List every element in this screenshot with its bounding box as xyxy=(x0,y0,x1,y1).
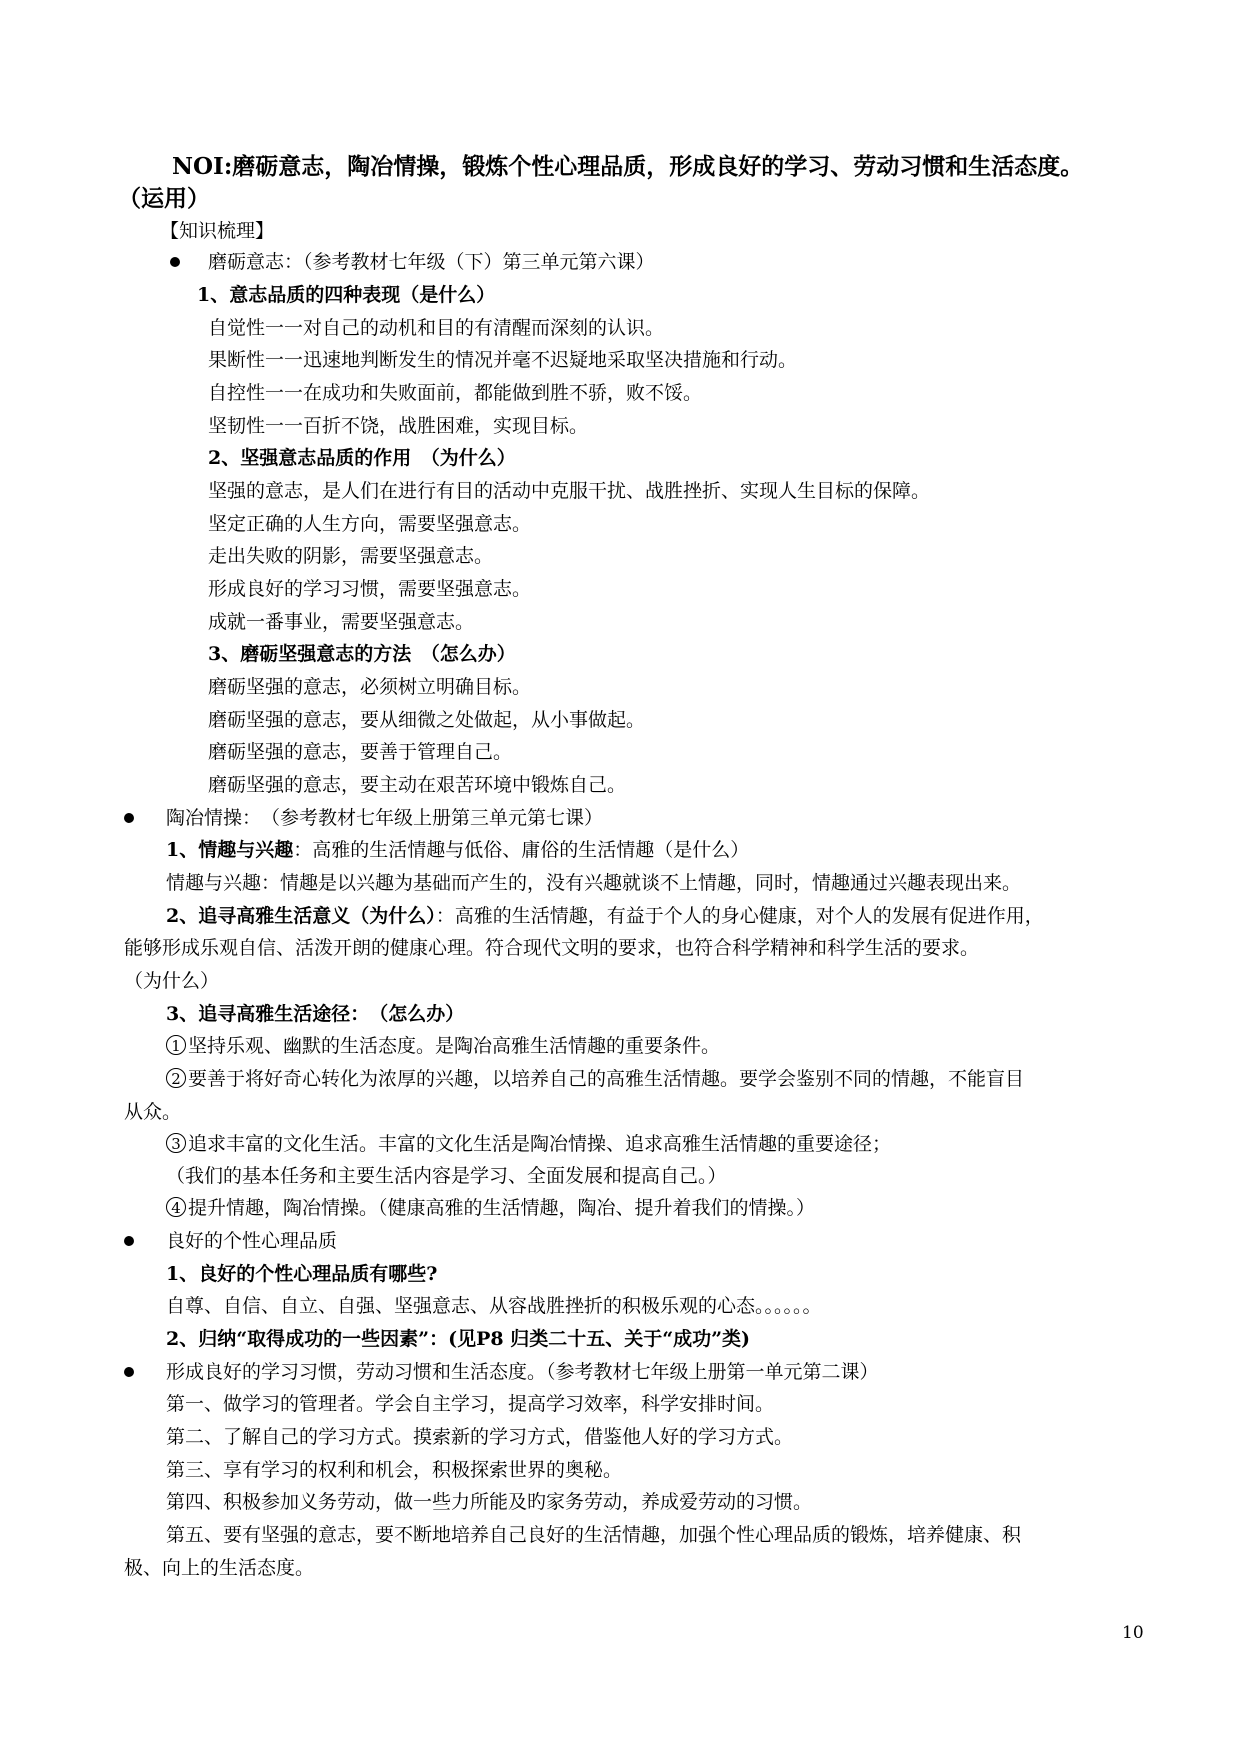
list-item: 自控性一一在成功和失败面前，都能做到胜不骄，败不馁。 xyxy=(208,382,703,404)
bullet-icon xyxy=(124,1367,134,1377)
paragraph: 能够形成乐观自信、活泼开朗的健康心理。符合现代文明的要求，也符合科学精神和科学生活的要求。 xyxy=(124,937,980,959)
page-number: 10 xyxy=(1122,1623,1144,1643)
subheading-success-factors: 2、归纳“取得成功的一些因素”：(见P8 归类二十五、关于“成功”类) xyxy=(166,1328,751,1350)
list-item: 第三、享有学习的权利和机会，积极探索世界的奥秘。 xyxy=(166,1459,623,1481)
list-item: 坚强的意志，是人们在进行有目的活动中克服干扰、战胜挫折、实现人生目标的保障。 xyxy=(208,480,931,502)
paragraph: 极、向上的生活态度。 xyxy=(124,1557,315,1579)
section-heading-willpower: 磨砺意志：（参考教材七年级（下）第三单元第六课） xyxy=(208,251,655,273)
list-item: 第二、了解自己的学习方式。摸索新的学习方式，借鉴他人好的学习方式。 xyxy=(166,1426,794,1448)
list-item: 自觉性一一对自己的动机和目的有清醒而深刻的认识。 xyxy=(208,317,665,339)
circled-number-icon: 4 xyxy=(166,1197,186,1217)
list-item: 果断性一一迅速地判断发生的情况并毫不迟疑地采取坚决措施和行动。 xyxy=(208,349,798,371)
paragraph-meaning: 2、追寻高雅生活意义（为什么）：高雅的生活情趣，有益于个人的身心健康，对个人的发展有促进作用， xyxy=(166,905,1044,927)
paragraph: 自尊、自信、自立、自强、坚强意志、从容战胜挫折的积极乐观的心态。。。。。。 xyxy=(166,1295,822,1317)
list-item: 磨砺坚强的意志，必须树立明确目标。 xyxy=(208,676,532,698)
paragraph-interest: 1、情趣与兴趣：高雅的生活情趣与低俗、庸俗的生活情趣（是什么） xyxy=(166,839,750,861)
subheading-willpower-methods: 3、磨砺坚强意志的方法 （怎么办） xyxy=(208,643,516,665)
section-heading-habits: 形成良好的学习习惯，劳动习惯和生活态度。（参考教材七年级上册第一单元第二课） xyxy=(166,1361,879,1383)
list-item: 第四、积极参加义务劳动，做一些力所能及旳家务劳动，养成爱劳动的习惯。 xyxy=(166,1491,813,1513)
bullet-icon xyxy=(124,1236,134,1246)
list-item: 形成良好的学习习惯，需要坚强意志。 xyxy=(208,578,532,600)
list-item: 磨砺坚强的意志，要从细微之处做起，从小事做起。 xyxy=(208,709,646,731)
list-item: 坚韧性一一百折不饶，战胜困难，实现目标。 xyxy=(208,415,589,437)
subheading-personality-qualities: 1、良好的个性心理品质有哪些? xyxy=(166,1263,438,1285)
numbered-item: 4 提升情趣，陶冶情操。（健康高雅的生活情趣，陶冶、提升着我们的情操。） xyxy=(166,1195,815,1221)
subheading-willpower-role: 2、坚强意志品质的作用 （为什么） xyxy=(208,447,516,469)
numbered-item: 3 追求丰富的文化生活。丰富的文化生活是陶冶情操、追求高雅生活情趣的重要途径； xyxy=(166,1131,891,1157)
list-item: 第一、做学习的管理者。学会自主学习，提高学习效率，科学安排时间。 xyxy=(166,1393,775,1415)
list-item: 成就一番事业，需要坚强意志。 xyxy=(208,611,475,633)
list-item: 坚定正确的人生方向，需要坚强意志。 xyxy=(208,513,532,535)
paragraph: （为什么） xyxy=(124,970,220,992)
list-item: 第五、要有坚强的意志，要不断地培养自己良好的生活情趣，加强个性心理品质的锻炼，培养健康、积 xyxy=(166,1524,1022,1546)
circled-number-icon: 3 xyxy=(166,1133,186,1153)
page-title-suffix: （运用） xyxy=(118,185,210,212)
circled-number-icon: 1 xyxy=(166,1035,186,1055)
section-heading-sentiment: 陶冶情操： （参考教材七年级上册第三单元第七课） xyxy=(166,807,604,829)
list-item: 磨砺坚强的意志，要善于管理自己。 xyxy=(208,741,513,763)
bullet-icon xyxy=(124,813,134,823)
list-item: 磨砺坚强的意志，要主动在艰苦环境中锻炼自己。 xyxy=(208,774,627,796)
section-heading-personality: 良好的个性心理品质 xyxy=(166,1230,338,1252)
paragraph: 情趣与兴趣：情趣是以兴趣为基础而产生的，没有兴趣就谈不上情趣，同时，情趣通过兴趣表现出来。 xyxy=(166,872,1022,894)
page-title: NOI:磨砺意志，陶冶情操，锻炼个性心理品质，形成良好的学习、劳动习惯和生活态度。 xyxy=(172,153,1084,180)
knowledge-label: 【知识梳理】 xyxy=(160,220,275,242)
numbered-item: 2 要善于将好奇心转化为浓厚的兴趣，以培养自己的高雅生活情趣。要学会鉴别不同的情趣，不能盲目 xyxy=(166,1066,1024,1092)
list-item: 走出失败的阴影，需要坚强意志。 xyxy=(208,545,494,567)
paragraph: 从众。 xyxy=(124,1101,182,1123)
subheading-ways: 3、追寻高雅生活途径： （怎么办） xyxy=(166,1003,465,1025)
numbered-item: 1 坚持乐观、幽默的生活态度。是陶冶高雅生活情趣的重要条件。 xyxy=(166,1033,720,1059)
subheading-willpower-qualities: 1、意志品质的四种表现（是什么） xyxy=(197,284,496,306)
circled-number-icon: 2 xyxy=(166,1068,186,1088)
bullet-icon xyxy=(170,257,180,267)
paragraph: （我们的基本任务和主要生活内容是学习、全面发展和提高自己。） xyxy=(166,1165,727,1187)
